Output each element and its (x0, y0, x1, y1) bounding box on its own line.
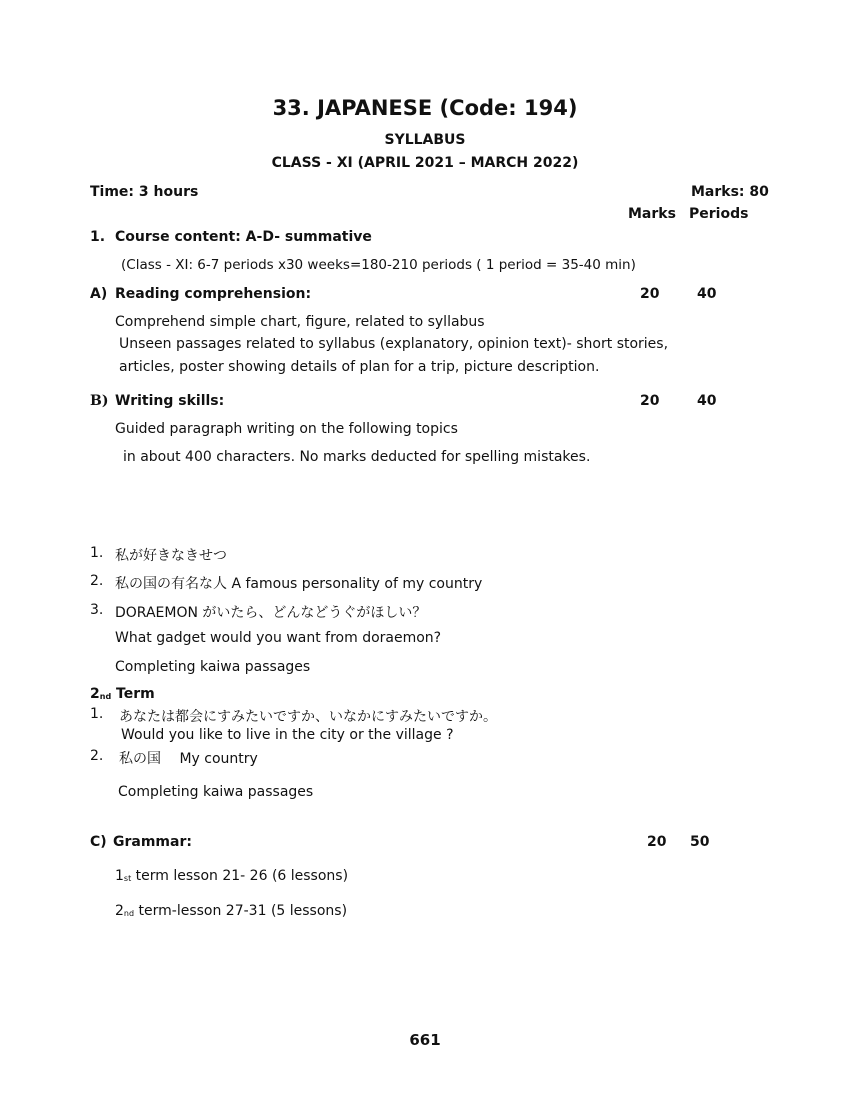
section-c-periods: 50 (690, 834, 710, 850)
ordinal-number: 2 (115, 903, 124, 919)
periods-column-header: Periods (689, 206, 749, 222)
topic-number: 1. (90, 545, 104, 561)
term-2-item-text: 私の国 My country (119, 751, 258, 767)
page-number: 661 (409, 1031, 441, 1049)
topic-text: DORAEMON がいたら、どんなどうぐがほしい？ (115, 605, 427, 621)
time-label: Time: 3 hours (90, 184, 199, 200)
grammar-line-text: term-lesson 27-31 (5 lessons) (134, 903, 348, 919)
term-2-item-number: 2. (90, 748, 104, 764)
section-a-periods: 40 (697, 286, 717, 302)
section-a-line: Unseen passages related to syllabus (explanatory, opinion text)- short stories, (119, 336, 669, 352)
section-a-line: Comprehend simple chart, figure, related to syllabus (115, 314, 485, 330)
topic-text: 私が好きなきせつ (115, 548, 227, 564)
course-number: 1. (90, 229, 106, 245)
section-c-letter: C) (90, 834, 107, 850)
section-b-line: in about 400 characters. No marks deducted for spelling mistakes. (123, 449, 591, 465)
term-2-word: Term (116, 686, 155, 702)
term-2-item-number: 1. (90, 706, 104, 722)
section-b-letter: B) (90, 393, 109, 409)
section-a-marks: 20 (640, 286, 660, 302)
term-2-item-translation: Would you like to live in the city or the village ? (121, 727, 454, 743)
section-a-heading: Reading comprehension: (115, 286, 312, 302)
ordinal-suffix: st (123, 874, 132, 883)
section-b-line: Guided paragraph writing on the following topics (115, 421, 458, 437)
syllabus-heading: SYLLABUS (384, 132, 466, 148)
term-2-number: 2 (90, 686, 100, 702)
course-note: (Class - XI: 6-7 periods x30 weeks=180-210 periods ( 1 period = 35-40 min) (121, 257, 636, 273)
topic-number: 3. (90, 602, 104, 618)
topic-3-translation: What gadget would you want from doraemon? (115, 630, 442, 646)
kaiwa-line: Completing kaiwa passages (118, 784, 314, 800)
grammar-term-1 (115, 868, 348, 884)
ordinal-number: 1 (115, 868, 124, 884)
section-a-line: articles, poster showing details of plan for a trip, picture description. (119, 359, 600, 375)
page-title: 33. JAPANESE (Code: 194) (272, 96, 578, 120)
section-c-marks: 20 (647, 834, 667, 850)
section-c-heading: Grammar: (113, 834, 192, 850)
term-2-item-text: あなたは都会にすみたいですか、いなかにすみたいですか。 (119, 709, 497, 725)
topic-text: 私の国の有名な人 A famous personality of my country (115, 576, 483, 592)
section-b-heading: Writing skills: (115, 393, 225, 409)
topic-number: 2. (90, 573, 104, 589)
section-b-periods: 40 (697, 393, 717, 409)
class-line: CLASS - XI (APRIL 2021 – MARCH 2022) (271, 155, 579, 171)
total-marks: Marks: 80 (691, 184, 769, 200)
term-2-suffix: nd (99, 692, 112, 701)
ordinal-suffix: nd (123, 909, 135, 918)
section-b-marks: 20 (640, 393, 660, 409)
term-2-heading (90, 686, 155, 702)
marks-column-header: Marks (628, 206, 676, 222)
course-heading: Course content: A-D- summative (115, 229, 372, 245)
grammar-term-2 (115, 903, 347, 919)
kaiwa-line: Completing kaiwa passages (115, 659, 311, 675)
grammar-line-text: term lesson 21- 26 (6 lessons) (131, 868, 349, 884)
section-a-letter: A) (90, 286, 108, 302)
